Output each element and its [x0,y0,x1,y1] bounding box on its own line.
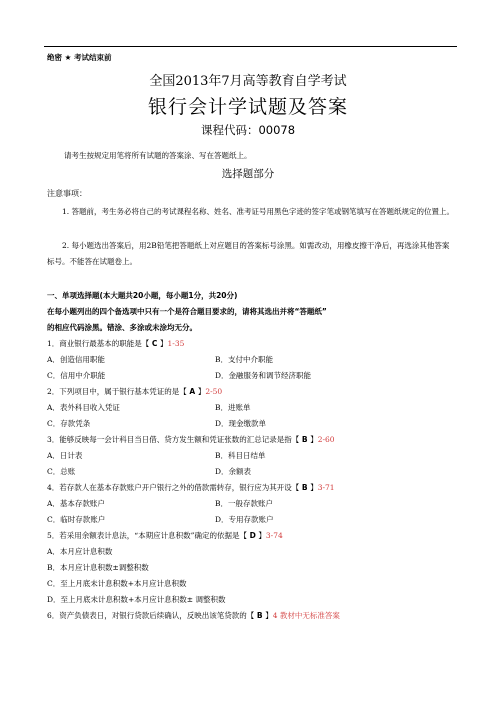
answer-letter: B [299,435,311,444]
question-3 [47,434,335,445]
option-b: B．进账单 [215,403,251,412]
reference-note: 4 教材中无标准答案 [272,611,340,620]
notes-title: 注意事项： [47,189,87,198]
question-stem: 2．下列项目中，属于银行基本凭证的是【 [47,387,187,396]
section-heading: 选择题部分 [221,168,275,180]
option-a: A．表外科目收入凭证 [47,403,120,412]
option-b: B．支付中介职能 [215,355,274,364]
question-5 [47,530,283,541]
question-stem: 4．若存款人在基本存款账户开户银行之外的借款需转存，银行应为其开设【 [47,483,300,492]
option-d: D．专用存款账户 [215,515,274,524]
part1-desc-line1: 在每小题列出的四个备选项中只有一个是符合题目要求的，请将其选出并将“答题纸” [47,307,327,316]
bracket-close: 】 [265,611,273,620]
course-code: 课程代码：00078 [200,123,296,137]
answer-letter: A [186,387,198,396]
question-2 [47,386,222,397]
answer-letter: B [254,611,266,620]
option-c: C．临时存款账户 [47,515,106,524]
bracket-close: 】 [160,339,168,348]
note-item-2: 2. 每小题选出答案后，用2B铅笔把答题纸上对应题目的答案标号涂黑。如需改动，用橡皮擦干净后，再选涂其他答案标号。不能答在试题卷上。 [47,241,450,266]
option-b: B．科目日结单 [215,451,266,460]
question-stem: 5．若采用余额表计息法，“本期应计息积数”确定的依据是【 [47,531,247,540]
question-6 [47,610,340,621]
reference-note: 3-71 [317,483,335,492]
instruction-text: 请考生按规定用笔将所有试题的答案涂、写在答题纸上。 [64,151,252,160]
question-1 [47,338,184,349]
bracket-close: 】 [258,531,266,540]
option-d: D．现金缴款单 [215,419,267,428]
option-a: A．基本存款账户 [47,499,105,508]
reference-note: 1-35 [167,339,185,348]
option-c: C．信用中介职能 [47,371,106,380]
question-stem: 3．能够反映每一会计科目当日借、贷方发生额和凭证张数的汇总记录是指【 [47,435,300,444]
bracket-close: 】 [310,435,318,444]
part1-desc-line2: 的相应代码涂黑。错涂、多涂或未涂均无分。 [47,323,197,332]
confidential-label: 绝密 ★ 考试结束前 [47,53,112,62]
part1-heading: 一、单项选择题(本大题共20小题，每小题1分，共20分) [47,291,238,300]
answer-letter: D [246,531,259,540]
option-a: A．创造信用职能 [47,355,105,364]
top-rule [44,46,457,47]
bracket-close: 】 [310,483,318,492]
note-item-1: 1. 答题前，考生务必将自己的考试课程名称、姓名、准考证号用黑色字迹的签字笔或钢笔填写在答题纸规定的位置上。 [62,207,455,216]
reference-note: 2-50 [205,387,223,396]
question-stem: 6．资产负债表日，对银行贷款后续确认，反映出该笔贷款的【 [47,611,255,620]
option-d: D．金融服务和调节经济职能 [215,371,312,380]
option-a: A．本月应计息积数 [47,547,113,556]
answer-letter: B [299,483,311,492]
question-stem: 1．商业银行最基本的职能是【 [47,339,150,348]
option-d: D．至上月底未计息积数+本月应计息积数± 调整积数 [47,595,226,604]
option-d: D．余额表 [215,467,252,476]
answer-letter: C [149,339,161,348]
option-a: A．日计表 [47,451,83,460]
option-c: C．存款凭条 [47,419,91,428]
question-4 [47,482,335,493]
option-b: B．本月应计息积数±调整积数 [47,563,149,572]
exam-title: 全国2013年7月高等教育自学考试 [149,74,347,89]
bracket-close: 】 [197,387,206,396]
option-c: C．总账 [47,467,76,476]
reference-note: 3-74 [265,531,283,540]
option-b: B．一般存款账户 [215,499,274,508]
main-title: 银行会计学试题及答案 [147,96,348,118]
option-c: C．至上月底未计息积数+本月应计息积数 [47,579,187,588]
reference-note: 2-60 [317,435,335,444]
